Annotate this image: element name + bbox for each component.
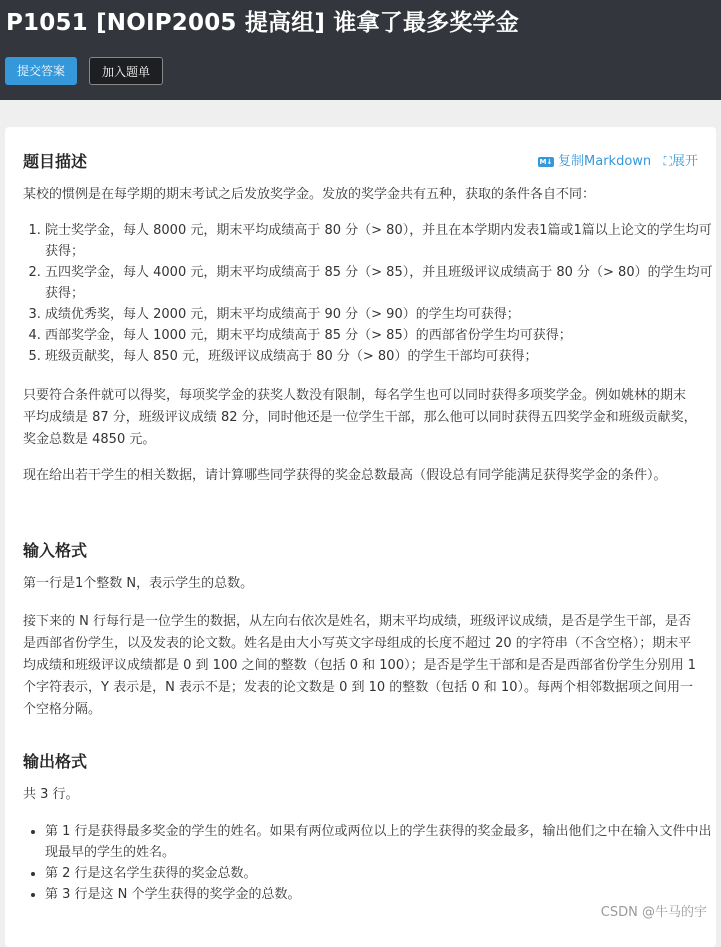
header-bar	[0, 0, 721, 100]
list-item: 2. 五四奖学金，每人 4000 元，期末平均成绩高于 85 分（> 85），并且班级评议成绩高于 80 分（> 80）的学生均可获得；	[45, 262, 719, 304]
copy-markdown-button[interactable]	[538, 154, 651, 169]
list-item: 3. 成绩优秀奖，每人 2000 元，期末平均成绩高于 90 分（> 90）的学生均可获得；	[45, 304, 719, 325]
scholarship-list	[23, 220, 719, 367]
list-item: 1. 院士奖学金，每人 8000 元，期末平均成绩高于 80 分（> 80），并且在本学期内发表1篇或1篇以上论文的学生均可获得；	[45, 220, 719, 262]
list-item: • 第 1 行是获得最多奖金的学生的姓名。如果有两位或两位以上的学生获得的奖金最多，输出他们之中在输入文件中出现最早的学生的姓名。	[45, 821, 719, 863]
list-item: • 第 2 行是这名学生获得的奖金总数。	[45, 863, 719, 884]
input-first-line: 第一行是1个整数 N，表示学生的总数。	[23, 576, 254, 591]
expand-label: 展开	[671, 154, 698, 169]
watermark: CSDN @牛马的宇	[600, 905, 707, 920]
markdown-icon: M↓	[539, 158, 553, 166]
list-item: 4. 西部奖学金，每人 1000 元，期末平均成绩高于 85 分（> 85）的西部省份学生均可获得；	[45, 325, 719, 346]
description-example: 只要符合条件就可以得奖，每项奖学金的获奖人数没有限制，每名学生也可以同时获得多项奖学金。例如姚林的期末平均成绩是 87 分，班级评议成绩 82 分，同时他还是一位学生干部，那么他可以同时获得五四奖学金和班级贡献奖，奖金总数是 4850 元。	[23, 388, 697, 447]
list-item: 5. 班级贡献奖，每人 850 元，班级评议成绩高于 80 分（> 80）的学生干部均可获得；	[45, 346, 719, 367]
input-description: 接下来的 N 行每行是一位学生的数据，从左向右依次是姓名，期末平均成绩，班级评议成绩，是否是学生干部，是否是西部省份学生，以及发表的论文数。姓名是由大小写英文字母组成的长度不超过 20 的字符串（不含空格）；期末平均成绩和班级评议成绩都是 0 到 100 之间的整数（包括 0 和 100）；是否是学生干部和是否是西部省份学生分别用 1 个字符表示，Y 表示是，N 表示不是；发表的论文数是 0 到 10 的整数（包括 0 和 10）。每两个相邻数据项之间用一个空格分隔。	[23, 614, 696, 717]
copy-markdown-label: 复制Markdown	[558, 154, 652, 169]
list-item: • 第 3 行是这 N 个学生获得的奖学金的总数。	[45, 884, 719, 905]
output-line-count: 共 3 行。	[23, 787, 79, 802]
input-heading: 输入格式	[23, 541, 88, 560]
submit-answer-button[interactable]: 提交答案	[5, 57, 77, 85]
description-intro: 某校的惯例是在每学期的期末考试之后发放奖学金。发放的奖学金共有五种，获取的条件各自不同：	[23, 187, 596, 202]
expand-button[interactable]	[664, 154, 698, 169]
description-task: 现在给出若干学生的相关数据，请计算哪些同学获得的奖金总数最高（假设总有同学能满足获得奖学金的条件）。	[23, 468, 667, 483]
expand-icon: ⛶	[663, 154, 672, 168]
add-to-list-button[interactable]: 加入题单	[89, 57, 163, 85]
page-title: P1051 [NOIP2005 提高组] 谁拿了最多奖学金	[6, 10, 519, 36]
toolbar	[538, 150, 698, 169]
output-list	[23, 821, 719, 905]
description-heading: 题目描述	[23, 152, 88, 171]
problem-card	[5, 127, 716, 947]
output-heading: 输出格式	[23, 752, 88, 771]
